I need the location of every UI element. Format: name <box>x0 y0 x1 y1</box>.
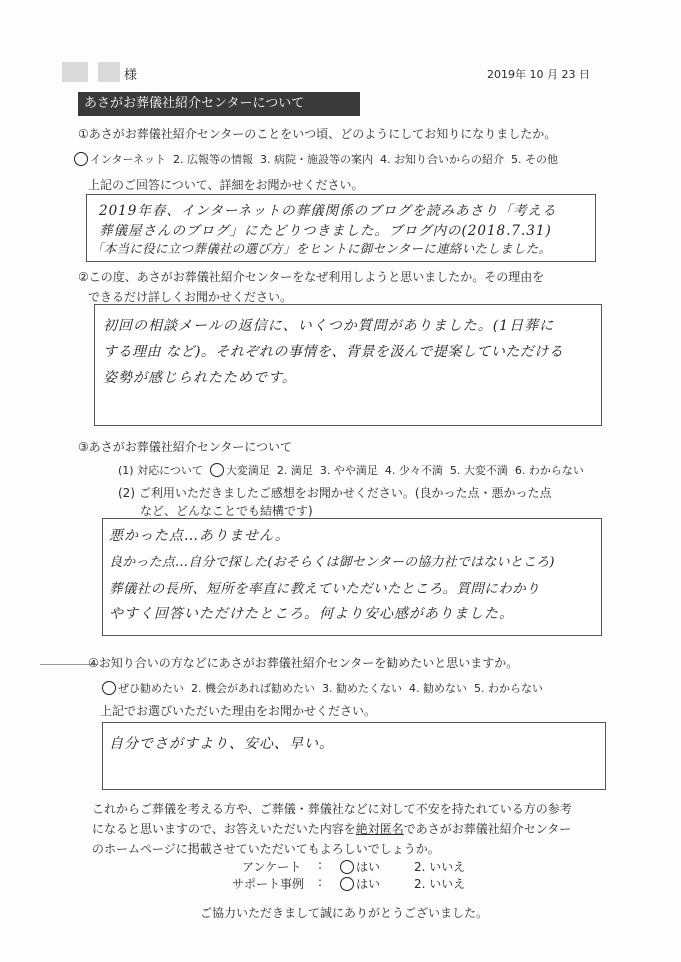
q1-option-4: 4. お知り合いからの紹介 <box>380 153 505 166</box>
redacted-name-2 <box>98 62 120 82</box>
q4-options <box>102 680 543 696</box>
q1-option-2: 2. 広報等の情報 <box>173 153 254 166</box>
q2-answer-line-1: 初回の相談メールの返信に、いくつか質問がありました。(1日葬に <box>103 318 555 334</box>
survey-yes-label: はい <box>356 860 381 874</box>
q3-sub2-line-1: (2) ご利用いただきましたご感想をお聞かせください。(良かった点・悪かった点 <box>118 486 552 500</box>
q4-option-5: 5. わからない <box>474 682 543 695</box>
selected-circle-icon <box>340 877 354 891</box>
q3-option-2: 2. 満足 <box>276 464 313 477</box>
q1-option-1: インターネット <box>90 153 167 166</box>
survey-colon: : <box>318 858 323 872</box>
q2-answer-box <box>94 304 602 426</box>
closing-line-2-post: であさがお葬儀社紹介センター <box>403 822 572 836</box>
date: 2019年 10 月 23 日 <box>487 68 590 81</box>
q3-answer-line-4: やすく回答いただけたところ。何より安心感がありました。 <box>109 606 514 622</box>
thanks: ご協力いただきまして誠にありがとうございました。 <box>200 906 489 920</box>
selected-circle-icon <box>210 463 224 477</box>
case-label: サポート事例 <box>232 877 305 891</box>
q1-question: ①あさがお葬儀社紹介センターのことをいつ頃、どのようにしてお知りになりましたか。 <box>78 127 557 141</box>
q3-answer-line-3: 葬儀社の長所、短所を率直に教えていただいたところ。質問にわかり <box>109 581 540 597</box>
q4-answer: 自分でさがすより、安心、早い。 <box>109 736 334 752</box>
redacted-name-1 <box>62 62 88 82</box>
q4-question: ④お知り合いの方などにあさがお葬儀社紹介センターを勧めたいと思いますか。 <box>88 656 519 670</box>
q3-option-4: 4. 少々不満 <box>384 464 443 477</box>
q1-answer-line-1: 2019年春、インターネットの葬儀関係のブログを読みあさり「考える <box>99 203 557 219</box>
q3-sub2-line-2: など、どんなことでも結構です) <box>140 504 313 518</box>
anonymous-emphasis: 絶対匿名 <box>355 822 404 836</box>
salutation: 様 <box>124 68 138 83</box>
closing-line-2-pre: になると思いますので、お答えいただいた内容を <box>92 822 356 836</box>
survey-no: 2. いいえ <box>414 860 466 874</box>
survey-label: アンケート <box>242 860 302 874</box>
q3-answer-line-1: 悪かった点…ありません。 <box>109 528 290 544</box>
survey-yes <box>340 858 380 875</box>
q4-option-4: 4. 勧めない <box>409 682 467 695</box>
q1-followup: 上記のご回答について、詳細をお聞かせください。 <box>88 178 364 192</box>
q3-answer-line-2: 良かった点…自分で探した(おそらくは御センターの協力社ではないところ) <box>109 555 555 570</box>
selected-circle-icon <box>102 681 116 695</box>
q3-question: ③あさがお葬儀社紹介センターについて <box>78 440 293 454</box>
selected-circle-icon <box>74 152 88 166</box>
q1-answer-line-2: 葬儀屋さんのブログ」にたどりつきました。ブログ内の(2018.7.31) <box>99 223 552 239</box>
q2-answer-line-3: 姿勢が感じられたためです。 <box>103 370 297 386</box>
q4-answer-box <box>102 722 606 790</box>
q3-sub1-label: (1) 対応について <box>118 464 203 477</box>
q3-answer-box <box>102 518 602 636</box>
q1-answer-box <box>86 194 596 262</box>
q4-option-1: ぜひ勧めたい <box>118 682 184 695</box>
q2-question-line-2: できるだけ詳しくお聞かせください。 <box>88 290 293 304</box>
q3-sub1 <box>118 462 584 478</box>
q1-answer-line-3: 「本当に役に立つ葬儀社の選び方」をヒントに御センターに連絡いたしました。 <box>91 241 552 256</box>
q3-option-5: 5. 大変不満 <box>449 464 508 477</box>
closing-line-2 <box>92 820 571 837</box>
case-yes <box>340 875 380 892</box>
section-title: あさがお葬儀社紹介センターについて <box>78 92 360 116</box>
q4-option-3: 3. 勧めたくない <box>322 682 402 695</box>
q2-question-line-1: ②この度、あさがお葬儀社紹介センターをなぜ利用しようと思いましたか。その理由を <box>78 270 545 284</box>
closing-line-3: のホームページに掲載させていただいてもよろしいでしょうか。 <box>92 842 440 856</box>
q1-option-5: 5. その他 <box>511 153 559 166</box>
q4-option-2: 2. 機会があれば勧めたい <box>191 682 315 695</box>
selected-circle-icon <box>340 860 354 874</box>
q1-options <box>88 151 558 167</box>
q1-option-3: 3. 病院・施設等の案内 <box>260 153 374 166</box>
q4-followup: 上記でお選びいただいた理由をお聞かせください。 <box>100 704 377 718</box>
case-no: 2. いいえ <box>414 877 466 891</box>
q3-option-3: 3. やや満足 <box>319 464 378 477</box>
case-yes-label: はい <box>356 877 381 891</box>
q2-answer-line-2: する理由 など)。それぞれの事情を、背景を汲んで提案していただける <box>103 344 564 360</box>
closing-line-1: これからご葬儀を考える方や、ご葬儀・葬儀社などに対して不安を持たれている方の参考 <box>92 802 572 816</box>
case-colon: : <box>318 875 323 889</box>
q3-option-1: 大変満足 <box>225 464 270 477</box>
q3-option-6: 6. わからない <box>514 464 584 477</box>
